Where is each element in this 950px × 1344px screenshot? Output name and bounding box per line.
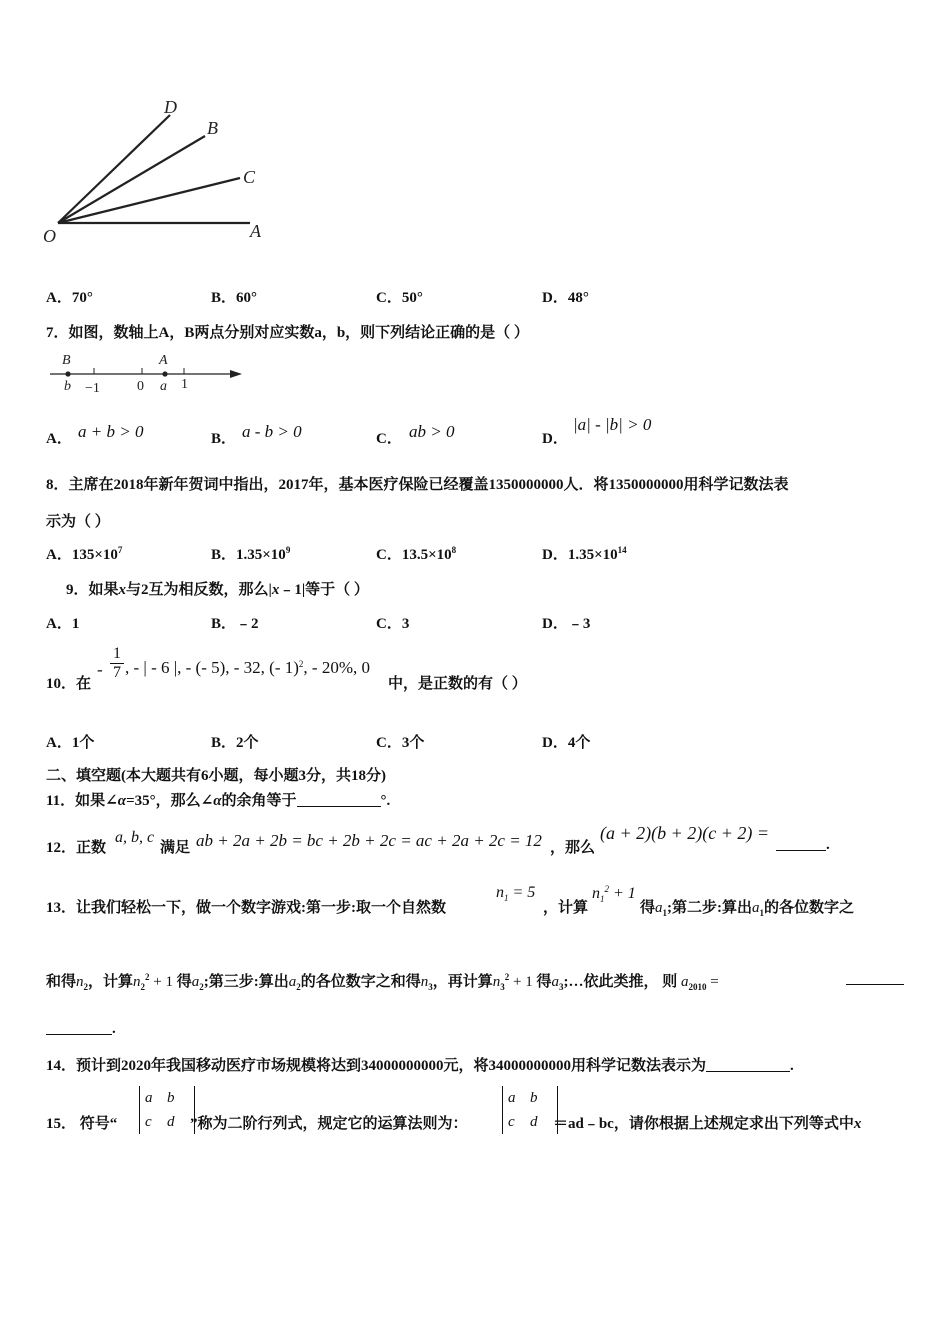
q12-mid2: ，那么: [550, 840, 596, 856]
ray-od: [58, 115, 170, 223]
q8-stem-line2: 示为（ ）: [46, 514, 110, 530]
q12-vars: a, b, c: [115, 829, 155, 846]
point-a: [162, 371, 167, 376]
q11-blank[interactable]: [297, 792, 381, 807]
nl-label-A: A: [159, 353, 168, 368]
q8-stem-line1: 8．主席在2018年新年贺词中指出，2017年，基本医疗保险已经覆盖1350000000人．将1350000000用科学记数法表: [46, 477, 789, 493]
q9-option-d: D．﹣3: [542, 616, 591, 632]
label-d: D: [164, 97, 177, 117]
q15-determinant-2: a b c d: [502, 1086, 558, 1134]
q13-line1-a: 13．让我们轻松一下，做一个数字游戏:第一步:取一个自然数: [46, 900, 446, 916]
label-o: O: [43, 226, 56, 246]
q10-post: 中，是正数的有（ ）: [388, 676, 527, 692]
q6-option-a: A．70°: [46, 290, 93, 306]
q7-option-c: C．: [376, 431, 402, 447]
q11: 11．如果∠α=35°，那么∠α的余角等于 °.: [46, 793, 391, 809]
q15-mid: ”称为二阶行列式，规定它的运算法则为：: [190, 1116, 468, 1132]
q7-option-b-math: a - b > 0: [242, 422, 302, 441]
q10-fraction: 1 7: [110, 645, 124, 682]
q13-blank-1[interactable]: [846, 970, 904, 988]
q8-option-a: A．$135\times 10^7$: [46, 545, 123, 563]
q9-option-c: C．3: [376, 616, 410, 632]
q12-mid: 满足: [160, 840, 191, 856]
q10-option-b: B．2个: [211, 735, 259, 751]
q8-option-c: C．$13.5\times 10^8$: [376, 545, 457, 563]
label-c: C: [243, 167, 256, 187]
q7-option-a-math: a + b > 0: [78, 422, 144, 441]
q12-blank[interactable]: [776, 836, 826, 851]
q15-pre: 15． 符号“: [46, 1116, 118, 1132]
q13-line2: 和得$n_2$，计算$n_2^2 + 1$ 得$a_2$;第三步:算出$a_2$的各位数字之和得$n_3$，再计算$n_3^2 + 1$ 得$a_3;\dots$依此类推， 则 $a_{2010}$ =: [46, 972, 719, 992]
q13-line1-c: 得$a_1$;第二步:算出$a_1$的各位数字之: [640, 900, 855, 918]
q10-number-list: , - | - 6 |, - (- 5), - 32, (- 1)$^2$, - 20%, 0: [125, 658, 370, 677]
nl-label-0: 0: [137, 379, 144, 394]
q7-option-d-math: |a| - |b| > 0: [573, 415, 652, 434]
q12-equation: ab + 2a + 2b = bc + 2b + 2c = ac + 2a + 2c = 12: [196, 831, 542, 850]
label-b: B: [207, 118, 218, 138]
nl-label-minus1: −1: [85, 381, 100, 396]
q10-option-a: A．1个: [46, 735, 95, 751]
number-line: [44, 350, 254, 398]
q10-option-c: C．3个: [376, 735, 425, 751]
q12-blank-area: .: [776, 836, 830, 854]
nl-label-b: b: [64, 379, 71, 394]
nl-label-a: a: [160, 379, 167, 394]
q7-option-d: D．: [542, 431, 568, 447]
label-a: A: [250, 221, 261, 241]
q10-option-d: D．4个: [542, 735, 591, 751]
q10-pre: 10．在: [46, 676, 92, 692]
q13-line3: .: [46, 1020, 116, 1038]
q6-option-b: B．60°: [211, 290, 258, 306]
nl-label-B: B: [62, 353, 71, 368]
q9-option-a: A．1: [46, 616, 80, 632]
q15-determinant-1: a b c d: [139, 1086, 195, 1134]
q13-n1-sq: $n_1^2 + 1$: [592, 884, 636, 905]
q14-blank[interactable]: [706, 1057, 790, 1072]
q6-option-c: C．50°: [376, 290, 423, 306]
ray-ob: [58, 136, 205, 223]
q13-blank-2[interactable]: [46, 1020, 112, 1035]
q9-stem: 9．如果x与2互为相反数，那么|x﹣1|等于（ ）: [66, 582, 369, 598]
ray-oc: [58, 178, 240, 223]
q15-rule: ＝ad﹣bc，请你根据上述规定求出下列等式中x: [553, 1116, 862, 1132]
q8-option-d: D．$1.35\times 10^{14}$: [542, 545, 627, 563]
q7-stem: 7．如图，数轴上A，B两点分别对应实数a，b，则下列结论正确的是（ ）: [46, 325, 529, 341]
q12-expression: (a + 2)(b + 2)(c + 2) =: [600, 823, 770, 843]
q7-option-c-math: ab > 0: [409, 422, 455, 441]
q9-option-b: B．﹣2: [211, 616, 259, 632]
q6-option-d: D．48°: [542, 290, 589, 306]
point-b: [65, 371, 70, 376]
q13-line1-b: ，计算: [543, 900, 589, 916]
nl-label-1: 1: [181, 377, 188, 392]
q7-option-b: B．: [211, 431, 237, 447]
section-2-heading: 二、填空题(本大题共有6小题，每小题3分，共18分): [46, 768, 386, 784]
q14: 14．预计到2020年我国移动医疗市场规模将达到34000000000元，将34000000000用科学记数法表示为 .: [46, 1058, 794, 1074]
q8-option-b: B．$1.35\times 10^9$: [211, 545, 291, 563]
angle-figure: [40, 90, 280, 255]
q10-minus: -: [97, 660, 103, 679]
q12-pre: 12．正数: [46, 840, 107, 856]
q13-n1-eq: $n_1 = 5$: [496, 884, 536, 904]
q7-option-a: A．: [46, 431, 72, 447]
